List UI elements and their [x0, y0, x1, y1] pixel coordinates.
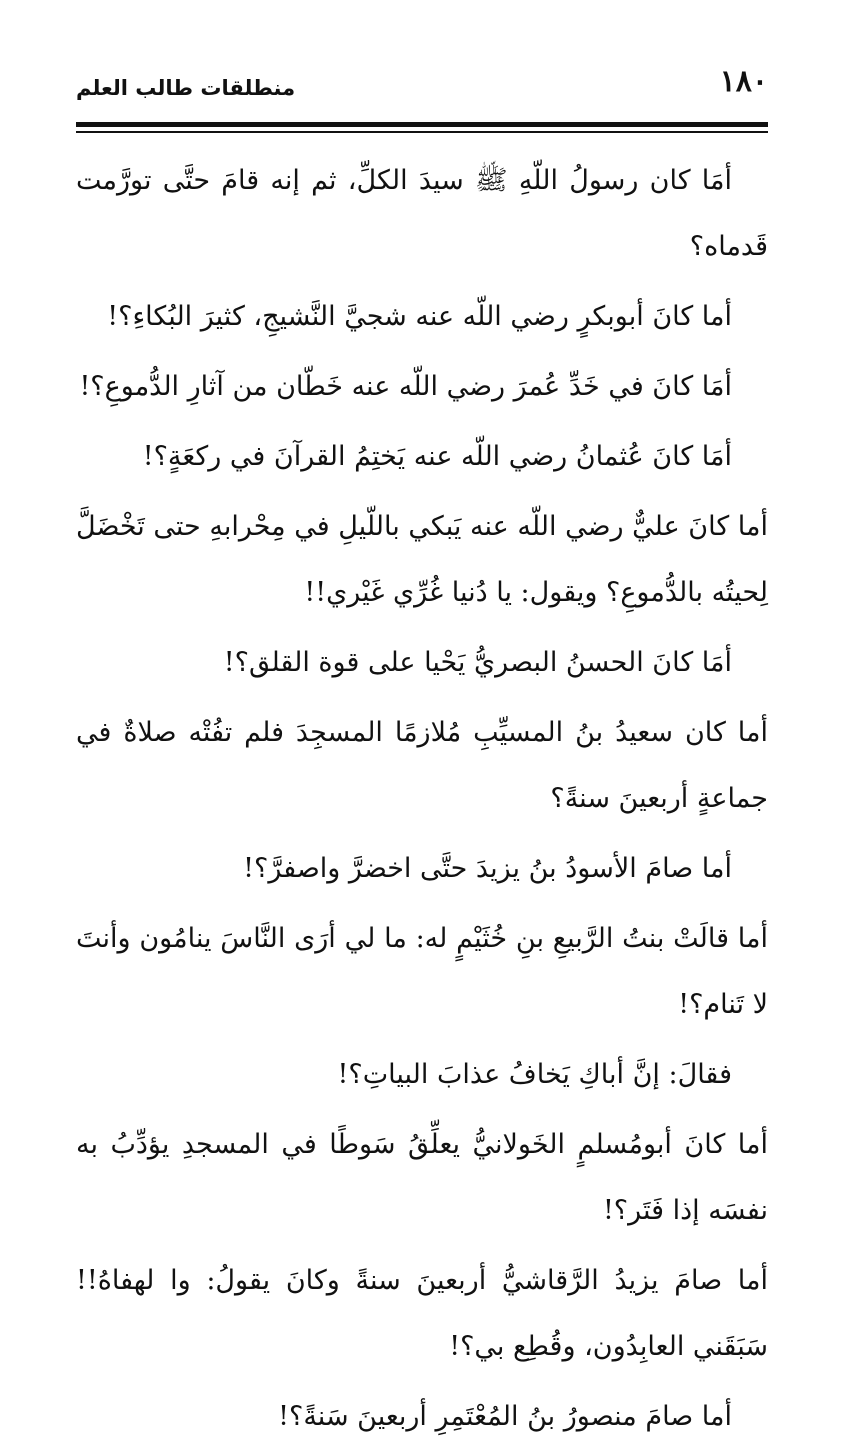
paragraph: أما قالَتْ بنتُ الرَّبيعِ بنِ خُثَيْمٍ له: ما لي أرَى النَّاسَ ينامُون وأنتَ لا تَنام؟!	[76, 923, 768, 1020]
paragraph: أما صامَ الأسودُ بنُ يزيدَ حتَّى اخضرَّ واصفرَّ؟!	[243, 853, 732, 884]
paragraph: أما كانَ أبومُسلمٍ الخَولانيُّ يعلِّقُ سَوطًا في المسجدِ يؤدِّبُ به نفسَه إذا فَتَر؟!	[76, 1129, 768, 1226]
paragraph: أما صامَ يزيدُ الرَّقاشيُّ أربعينَ سنةً وكانَ يقولُ: وا لهفاهُ!! سَبَقَني العابِدُون، وقُطِع بي؟!	[76, 1265, 768, 1362]
paragraph: أمَا كان رسولُ اللّهِ ﷺ سيدَ الكلِّ، ثم إنه قامَ حتَّى تورَّمت قَدماه؟	[76, 165, 768, 262]
paragraph: أمَا كانَ الحسنُ البصريُّ يَحْيا على قوة القلق؟!	[223, 647, 732, 678]
header-rule-thin	[76, 131, 768, 133]
paragraph: أما كانَ أبوبكرٍ رضي اللّه عنه شجيَّ النَّشيجِ، كثيرَ البُكاءِ؟!	[107, 301, 732, 332]
page-body	[76, 148, 768, 1454]
paragraph: أما كان سعيدُ بنُ المسيِّبِ مُلازمًا المسجِدَ فلم تفُتْه صلاةٌ في جماعةٍ أربعينَ سنةً؟	[76, 717, 768, 814]
paragraph: فقالَ: إنَّ أباكِ يَخافُ عذابَ البياتِ؟!	[337, 1059, 732, 1090]
header-rule-thick	[76, 122, 768, 127]
paragraph: أمَا كانَ عُثمانُ رضي اللّه عنه يَختِمُ القرآنَ في ركعَةٍ؟!	[142, 441, 732, 472]
paragraph: أمَا كانَ في خَدِّ عُمرَ رضي اللّه عنه خَطّان من آثارِ الدُّموعِ؟!	[79, 371, 732, 402]
page-number: ١٨٠	[719, 64, 768, 99]
running-title: منطلقات طالب العلم	[76, 76, 296, 100]
paragraph: أما كانَ عليٌّ رضي اللّه عنه يَبكي باللّيلِ في مِحْرابهِ حتى تَخْضَلَّ لِحيتُه بالدُّموعِ؟ ويقول: يا دُنيا غُرِّي غَيْري!!	[76, 511, 768, 608]
paragraph: أما صامَ منصورُ بنُ المُعْتَمِرِ أربعينَ سَنةً؟!	[278, 1401, 732, 1432]
page-header	[76, 58, 768, 108]
